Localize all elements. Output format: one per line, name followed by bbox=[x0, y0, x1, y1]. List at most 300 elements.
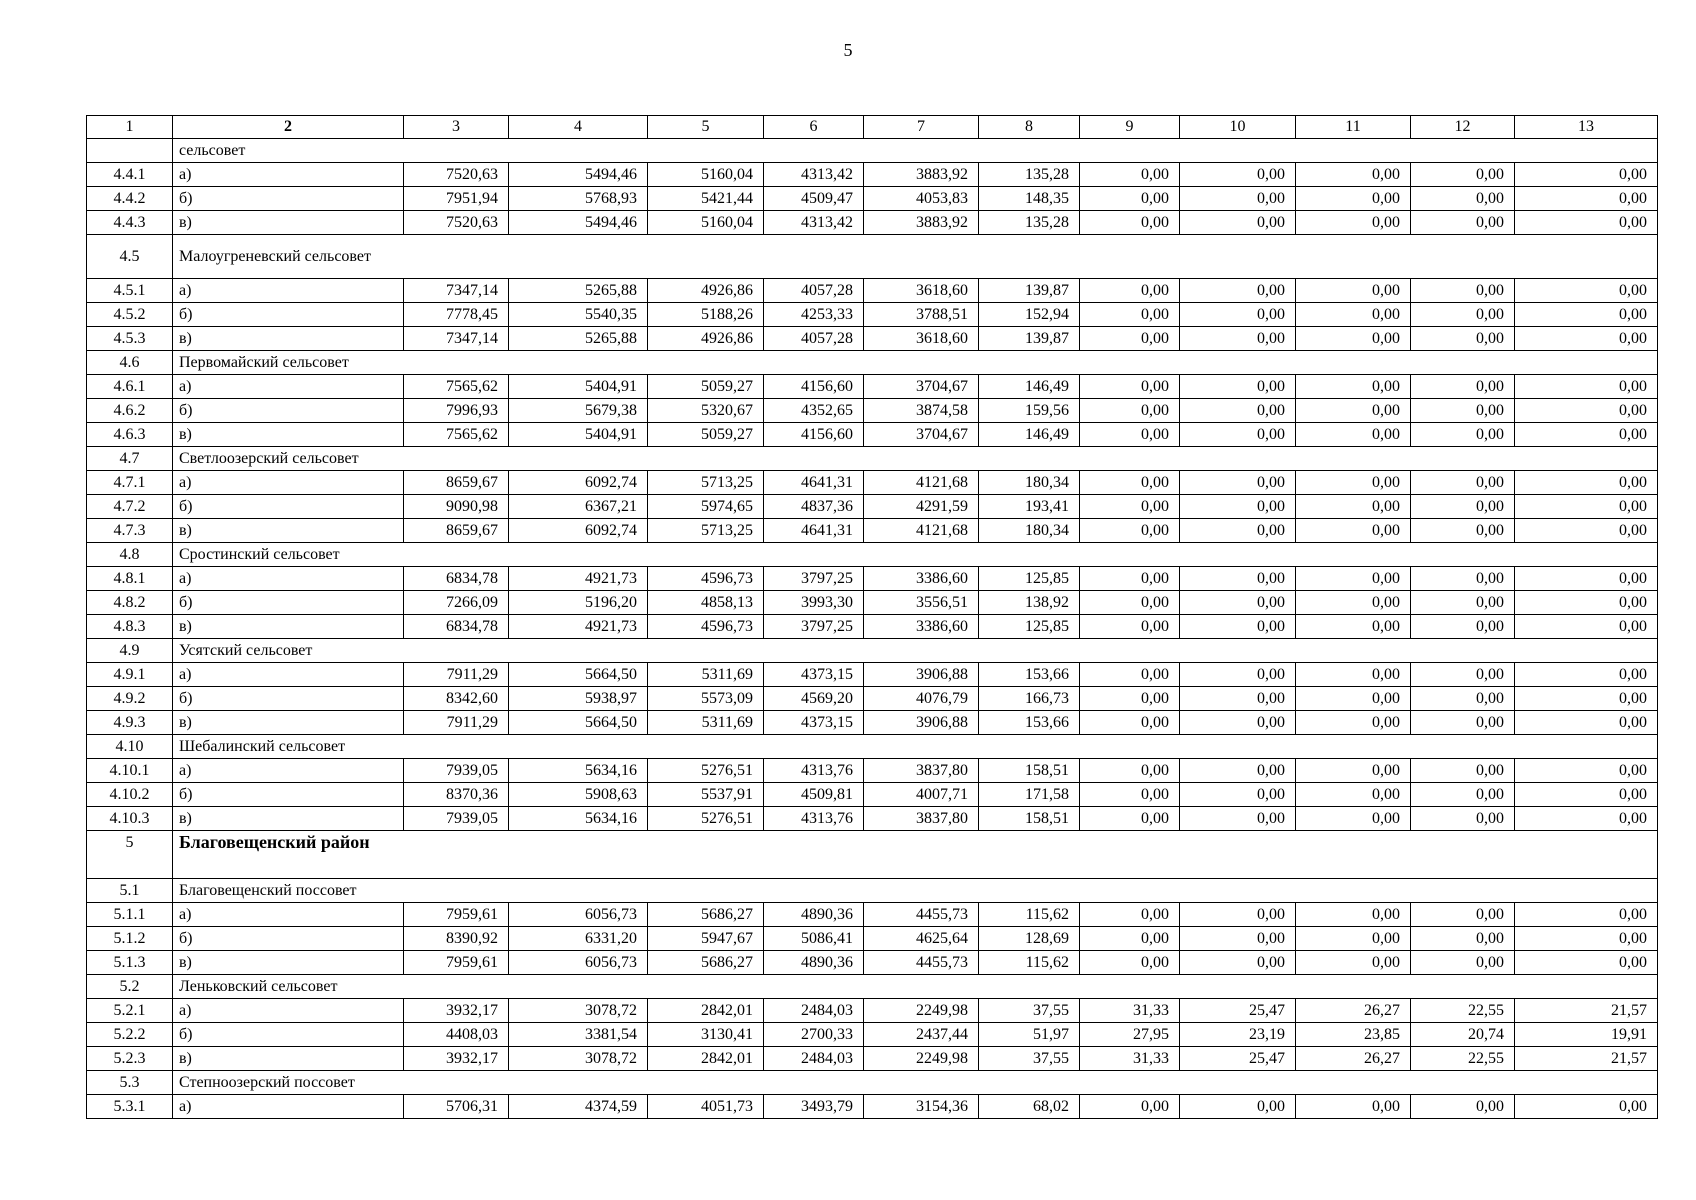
section-code: 5.3 bbox=[87, 1071, 173, 1095]
value-cell: 0,00 bbox=[1180, 687, 1296, 711]
value-cell: 0,00 bbox=[1515, 399, 1658, 423]
empty-span-cell bbox=[404, 139, 1658, 163]
table-row bbox=[87, 303, 1658, 327]
row-label: в) bbox=[173, 711, 404, 735]
value-cell: 5059,27 bbox=[648, 375, 764, 399]
value-cell: 4596,73 bbox=[648, 615, 764, 639]
value-cell: 0,00 bbox=[1515, 615, 1658, 639]
value-cell: 0,00 bbox=[1180, 927, 1296, 951]
row-label: а) bbox=[173, 759, 404, 783]
column-number-cell: 5 bbox=[648, 116, 764, 139]
row-label: б) bbox=[173, 303, 404, 327]
value-cell: 0,00 bbox=[1515, 903, 1658, 927]
column-number-cell: 2 bbox=[173, 116, 404, 139]
value-cell: 5713,25 bbox=[648, 471, 764, 495]
table-row bbox=[87, 279, 1658, 303]
table-row bbox=[87, 375, 1658, 399]
value-cell: 5311,69 bbox=[648, 711, 764, 735]
page-number: 5 bbox=[843, 40, 853, 60]
section-row bbox=[87, 639, 1658, 663]
value-cell: 5664,50 bbox=[509, 663, 648, 687]
table-row bbox=[87, 927, 1658, 951]
value-cell: 0,00 bbox=[1411, 663, 1515, 687]
value-cell: 25,47 bbox=[1180, 1047, 1296, 1071]
value-cell: 27,95 bbox=[1080, 1023, 1180, 1047]
value-cell: 146,49 bbox=[979, 423, 1080, 447]
value-cell: 4921,73 bbox=[509, 567, 648, 591]
section-row bbox=[87, 543, 1658, 567]
value-cell: 4313,76 bbox=[764, 759, 864, 783]
value-cell: 0,00 bbox=[1180, 303, 1296, 327]
row-code: 4.4.2 bbox=[87, 187, 173, 211]
empty-span-cell bbox=[404, 351, 1658, 375]
value-cell: 3078,72 bbox=[509, 999, 648, 1023]
empty-span-cell bbox=[404, 447, 1658, 471]
value-cell: 4596,73 bbox=[648, 567, 764, 591]
value-cell: 0,00 bbox=[1180, 807, 1296, 831]
value-cell: 20,74 bbox=[1411, 1023, 1515, 1047]
value-cell: 0,00 bbox=[1180, 783, 1296, 807]
value-cell: 5573,09 bbox=[648, 687, 764, 711]
value-cell: 0,00 bbox=[1080, 807, 1180, 831]
column-number-cell: 4 bbox=[509, 116, 648, 139]
value-cell: 5686,27 bbox=[648, 903, 764, 927]
value-cell: 5713,25 bbox=[648, 519, 764, 543]
value-cell: 0,00 bbox=[1080, 471, 1180, 495]
row-label: в) bbox=[173, 519, 404, 543]
value-cell: 8659,67 bbox=[404, 471, 509, 495]
value-cell: 0,00 bbox=[1080, 567, 1180, 591]
value-cell: 0,00 bbox=[1515, 303, 1658, 327]
value-cell: 0,00 bbox=[1411, 1095, 1515, 1119]
section-row bbox=[87, 879, 1658, 903]
value-cell: 8370,36 bbox=[404, 783, 509, 807]
value-cell: 0,00 bbox=[1180, 187, 1296, 211]
value-cell: 0,00 bbox=[1411, 163, 1515, 187]
value-cell: 6331,20 bbox=[509, 927, 648, 951]
value-cell: 3932,17 bbox=[404, 1047, 509, 1071]
value-cell: 21,57 bbox=[1515, 999, 1658, 1023]
value-cell: 4076,79 bbox=[864, 687, 979, 711]
row-code: 4.5.1 bbox=[87, 279, 173, 303]
row-code: 5.2.1 bbox=[87, 999, 173, 1023]
row-code: 4.9.1 bbox=[87, 663, 173, 687]
value-cell: 6092,74 bbox=[509, 471, 648, 495]
section-title: Малоугреневский сельсовет bbox=[173, 235, 404, 279]
value-cell: 0,00 bbox=[1180, 211, 1296, 235]
value-cell: 7911,29 bbox=[404, 711, 509, 735]
value-cell: 0,00 bbox=[1296, 519, 1411, 543]
table-row bbox=[87, 591, 1658, 615]
row-label: а) bbox=[173, 279, 404, 303]
value-cell: 0,00 bbox=[1411, 303, 1515, 327]
value-cell: 0,00 bbox=[1080, 615, 1180, 639]
value-cell: 7565,62 bbox=[404, 423, 509, 447]
value-cell: 0,00 bbox=[1180, 1095, 1296, 1119]
value-cell: 4374,59 bbox=[509, 1095, 648, 1119]
value-cell: 0,00 bbox=[1180, 423, 1296, 447]
value-cell: 0,00 bbox=[1411, 903, 1515, 927]
table-row bbox=[87, 615, 1658, 639]
row-code: 5.1.2 bbox=[87, 927, 173, 951]
value-cell: 2484,03 bbox=[764, 1047, 864, 1071]
value-cell: 0,00 bbox=[1296, 783, 1411, 807]
section-title: Усятский сельсовет bbox=[173, 639, 404, 663]
empty-span-cell bbox=[404, 879, 1658, 903]
section-title: Благовещенский поссовет bbox=[173, 879, 404, 903]
value-cell: 5196,20 bbox=[509, 591, 648, 615]
row-code: 4.5.2 bbox=[87, 303, 173, 327]
value-cell: 0,00 bbox=[1515, 1095, 1658, 1119]
row-label: в) bbox=[173, 807, 404, 831]
value-cell: 180,34 bbox=[979, 519, 1080, 543]
section-row bbox=[87, 139, 1658, 163]
value-cell: 7951,94 bbox=[404, 187, 509, 211]
value-cell: 4313,42 bbox=[764, 163, 864, 187]
table-row bbox=[87, 187, 1658, 211]
row-code: 5.3.1 bbox=[87, 1095, 173, 1119]
value-cell: 5494,46 bbox=[509, 163, 648, 187]
value-cell: 4509,47 bbox=[764, 187, 864, 211]
value-cell: 0,00 bbox=[1411, 711, 1515, 735]
table-row bbox=[87, 903, 1658, 927]
value-cell: 0,00 bbox=[1080, 927, 1180, 951]
table-row bbox=[87, 1095, 1658, 1119]
row-label: б) bbox=[173, 591, 404, 615]
value-cell: 4051,73 bbox=[648, 1095, 764, 1119]
value-cell: 5320,67 bbox=[648, 399, 764, 423]
tariff-table bbox=[86, 115, 1658, 1119]
section-code: 4.10 bbox=[87, 735, 173, 759]
value-cell: 0,00 bbox=[1180, 951, 1296, 975]
value-cell: 0,00 bbox=[1180, 759, 1296, 783]
value-cell: 0,00 bbox=[1180, 279, 1296, 303]
value-cell: 4313,76 bbox=[764, 807, 864, 831]
value-cell: 0,00 bbox=[1515, 495, 1658, 519]
value-cell: 5908,63 bbox=[509, 783, 648, 807]
value-cell: 31,33 bbox=[1080, 999, 1180, 1023]
value-cell: 3797,25 bbox=[764, 567, 864, 591]
row-label: а) bbox=[173, 471, 404, 495]
value-cell: 0,00 bbox=[1080, 591, 1180, 615]
value-cell: 5188,26 bbox=[648, 303, 764, 327]
value-cell: 0,00 bbox=[1296, 279, 1411, 303]
value-cell: 4313,42 bbox=[764, 211, 864, 235]
value-cell: 4926,86 bbox=[648, 279, 764, 303]
value-cell: 0,00 bbox=[1515, 591, 1658, 615]
value-cell: 2842,01 bbox=[648, 1047, 764, 1071]
value-cell: 0,00 bbox=[1080, 687, 1180, 711]
value-cell: 7959,61 bbox=[404, 903, 509, 927]
value-cell: 146,49 bbox=[979, 375, 1080, 399]
value-cell: 5059,27 bbox=[648, 423, 764, 447]
value-cell: 0,00 bbox=[1296, 615, 1411, 639]
column-number-cell: 8 bbox=[979, 116, 1080, 139]
value-cell: 51,97 bbox=[979, 1023, 1080, 1047]
row-code: 4.7.3 bbox=[87, 519, 173, 543]
value-cell: 9090,98 bbox=[404, 495, 509, 519]
section-row bbox=[87, 1071, 1658, 1095]
value-cell: 0,00 bbox=[1080, 303, 1180, 327]
value-cell: 19,91 bbox=[1515, 1023, 1658, 1047]
value-cell: 0,00 bbox=[1080, 951, 1180, 975]
column-number-cell: 7 bbox=[864, 116, 979, 139]
value-cell: 148,35 bbox=[979, 187, 1080, 211]
table-row bbox=[87, 807, 1658, 831]
row-label: а) bbox=[173, 999, 404, 1023]
value-cell: 4057,28 bbox=[764, 327, 864, 351]
value-cell: 3386,60 bbox=[864, 567, 979, 591]
section-row bbox=[87, 351, 1658, 375]
value-cell: 4156,60 bbox=[764, 375, 864, 399]
table-row bbox=[87, 471, 1658, 495]
value-cell: 0,00 bbox=[1515, 663, 1658, 687]
value-cell: 0,00 bbox=[1515, 567, 1658, 591]
value-cell: 0,00 bbox=[1411, 495, 1515, 519]
value-cell: 3837,80 bbox=[864, 759, 979, 783]
column-number-cell: 13 bbox=[1515, 116, 1658, 139]
row-label: в) bbox=[173, 211, 404, 235]
row-label: б) bbox=[173, 927, 404, 951]
section-code: 5.2 bbox=[87, 975, 173, 999]
value-cell: 0,00 bbox=[1180, 519, 1296, 543]
section-title: Степноозерский поссовет bbox=[173, 1071, 404, 1095]
table-row bbox=[87, 663, 1658, 687]
value-cell: 0,00 bbox=[1180, 615, 1296, 639]
value-cell: 3906,88 bbox=[864, 711, 979, 735]
value-cell: 3837,80 bbox=[864, 807, 979, 831]
value-cell: 0,00 bbox=[1411, 807, 1515, 831]
value-cell: 21,57 bbox=[1515, 1047, 1658, 1071]
value-cell: 4121,68 bbox=[864, 471, 979, 495]
column-number-row bbox=[87, 116, 1658, 139]
row-label: а) bbox=[173, 1095, 404, 1119]
value-cell: 0,00 bbox=[1080, 711, 1180, 735]
value-cell: 4837,36 bbox=[764, 495, 864, 519]
value-cell: 5404,91 bbox=[509, 375, 648, 399]
row-code: 4.4.3 bbox=[87, 211, 173, 235]
value-cell: 0,00 bbox=[1080, 375, 1180, 399]
row-label: б) bbox=[173, 187, 404, 211]
value-cell: 0,00 bbox=[1180, 567, 1296, 591]
value-cell: 5679,38 bbox=[509, 399, 648, 423]
value-cell: 0,00 bbox=[1411, 783, 1515, 807]
value-cell: 5160,04 bbox=[648, 211, 764, 235]
value-cell: 7565,62 bbox=[404, 375, 509, 399]
row-label: а) bbox=[173, 375, 404, 399]
value-cell: 3618,60 bbox=[864, 327, 979, 351]
value-cell: 171,58 bbox=[979, 783, 1080, 807]
row-label: б) bbox=[173, 495, 404, 519]
value-cell: 0,00 bbox=[1080, 399, 1180, 423]
value-cell: 2484,03 bbox=[764, 999, 864, 1023]
value-cell: 0,00 bbox=[1411, 759, 1515, 783]
section-row bbox=[87, 235, 1658, 279]
table-row bbox=[87, 567, 1658, 591]
row-code: 4.8.2 bbox=[87, 591, 173, 615]
value-cell: 0,00 bbox=[1515, 783, 1658, 807]
empty-span-cell bbox=[404, 735, 1658, 759]
row-code: 4.5.3 bbox=[87, 327, 173, 351]
row-code: 4.9.2 bbox=[87, 687, 173, 711]
value-cell: 3556,51 bbox=[864, 591, 979, 615]
section-code: 5 bbox=[87, 831, 173, 879]
value-cell: 22,55 bbox=[1411, 1047, 1515, 1071]
value-cell: 0,00 bbox=[1180, 375, 1296, 399]
value-cell: 3874,58 bbox=[864, 399, 979, 423]
value-cell: 139,87 bbox=[979, 327, 1080, 351]
value-cell: 5421,44 bbox=[648, 187, 764, 211]
value-cell: 4057,28 bbox=[764, 279, 864, 303]
value-cell: 22,55 bbox=[1411, 999, 1515, 1023]
value-cell: 3493,79 bbox=[764, 1095, 864, 1119]
empty-span-cell bbox=[404, 639, 1658, 663]
value-cell: 6834,78 bbox=[404, 567, 509, 591]
value-cell: 0,00 bbox=[1515, 759, 1658, 783]
value-cell: 152,94 bbox=[979, 303, 1080, 327]
value-cell: 3906,88 bbox=[864, 663, 979, 687]
row-code: 4.9.3 bbox=[87, 711, 173, 735]
value-cell: 0,00 bbox=[1411, 519, 1515, 543]
table-row bbox=[87, 163, 1658, 187]
value-cell: 0,00 bbox=[1411, 951, 1515, 975]
value-cell: 0,00 bbox=[1080, 783, 1180, 807]
value-cell: 0,00 bbox=[1180, 711, 1296, 735]
row-label: б) bbox=[173, 687, 404, 711]
value-cell: 37,55 bbox=[979, 1047, 1080, 1071]
district-title: Благовещенский район bbox=[173, 831, 404, 879]
row-label: а) bbox=[173, 663, 404, 687]
section-title: Светлоозерский сельсовет bbox=[173, 447, 404, 471]
value-cell: 7266,09 bbox=[404, 591, 509, 615]
section-code: 4.9 bbox=[87, 639, 173, 663]
section-code: 4.5 bbox=[87, 235, 173, 279]
value-cell: 0,00 bbox=[1515, 187, 1658, 211]
value-cell: 3381,54 bbox=[509, 1023, 648, 1047]
row-label: а) bbox=[173, 567, 404, 591]
value-cell: 3078,72 bbox=[509, 1047, 648, 1071]
value-cell: 0,00 bbox=[1080, 187, 1180, 211]
value-cell: 6056,73 bbox=[509, 903, 648, 927]
value-cell: 0,00 bbox=[1080, 1095, 1180, 1119]
value-cell: 4121,68 bbox=[864, 519, 979, 543]
row-code: 4.7.1 bbox=[87, 471, 173, 495]
column-number-cell: 9 bbox=[1080, 116, 1180, 139]
value-cell: 7959,61 bbox=[404, 951, 509, 975]
value-cell: 4291,59 bbox=[864, 495, 979, 519]
value-cell: 3788,51 bbox=[864, 303, 979, 327]
value-cell: 4890,36 bbox=[764, 903, 864, 927]
value-cell: 193,41 bbox=[979, 495, 1080, 519]
value-cell: 0,00 bbox=[1296, 375, 1411, 399]
value-cell: 4373,15 bbox=[764, 711, 864, 735]
value-cell: 166,73 bbox=[979, 687, 1080, 711]
value-cell: 4641,31 bbox=[764, 471, 864, 495]
row-label: б) bbox=[173, 399, 404, 423]
row-label: в) bbox=[173, 423, 404, 447]
value-cell: 8390,92 bbox=[404, 927, 509, 951]
value-cell: 5974,65 bbox=[648, 495, 764, 519]
value-cell: 0,00 bbox=[1080, 663, 1180, 687]
value-cell: 2249,98 bbox=[864, 1047, 979, 1071]
value-cell: 0,00 bbox=[1296, 903, 1411, 927]
value-cell: 5537,91 bbox=[648, 783, 764, 807]
value-cell: 3618,60 bbox=[864, 279, 979, 303]
value-cell: 3130,41 bbox=[648, 1023, 764, 1047]
row-code: 4.7.2 bbox=[87, 495, 173, 519]
value-cell: 0,00 bbox=[1180, 471, 1296, 495]
value-cell: 3704,67 bbox=[864, 423, 979, 447]
value-cell: 0,00 bbox=[1411, 591, 1515, 615]
row-label: б) bbox=[173, 1023, 404, 1047]
value-cell: 2249,98 bbox=[864, 999, 979, 1023]
value-cell: 0,00 bbox=[1515, 927, 1658, 951]
value-cell: 4641,31 bbox=[764, 519, 864, 543]
column-number-cell: 1 bbox=[87, 116, 173, 139]
value-cell: 0,00 bbox=[1296, 327, 1411, 351]
value-cell: 4569,20 bbox=[764, 687, 864, 711]
value-cell: 5706,31 bbox=[404, 1095, 509, 1119]
value-cell: 7778,45 bbox=[404, 303, 509, 327]
value-cell: 0,00 bbox=[1296, 711, 1411, 735]
value-cell: 153,66 bbox=[979, 663, 1080, 687]
value-cell: 128,69 bbox=[979, 927, 1080, 951]
value-cell: 4625,64 bbox=[864, 927, 979, 951]
value-cell: 0,00 bbox=[1080, 279, 1180, 303]
value-cell: 0,00 bbox=[1296, 495, 1411, 519]
row-code: 4.8.1 bbox=[87, 567, 173, 591]
value-cell: 68,02 bbox=[979, 1095, 1080, 1119]
section-title: Сростинский сельсовет bbox=[173, 543, 404, 567]
row-code: 4.6.1 bbox=[87, 375, 173, 399]
column-number-cell: 6 bbox=[764, 116, 864, 139]
value-cell: 5768,93 bbox=[509, 187, 648, 211]
table-row bbox=[87, 1047, 1658, 1071]
value-cell: 3704,67 bbox=[864, 375, 979, 399]
value-cell: 0,00 bbox=[1515, 163, 1658, 187]
table-row bbox=[87, 519, 1658, 543]
value-cell: 5494,46 bbox=[509, 211, 648, 235]
value-cell: 5276,51 bbox=[648, 759, 764, 783]
table-row bbox=[87, 495, 1658, 519]
value-cell: 115,62 bbox=[979, 903, 1080, 927]
value-cell: 158,51 bbox=[979, 807, 1080, 831]
value-cell: 0,00 bbox=[1515, 327, 1658, 351]
value-cell: 6092,74 bbox=[509, 519, 648, 543]
value-cell: 4890,36 bbox=[764, 951, 864, 975]
column-number-cell: 12 bbox=[1411, 116, 1515, 139]
value-cell: 0,00 bbox=[1180, 163, 1296, 187]
row-code: 4.10.1 bbox=[87, 759, 173, 783]
value-cell: 7347,14 bbox=[404, 279, 509, 303]
value-cell: 23,85 bbox=[1296, 1023, 1411, 1047]
column-number-cell: 3 bbox=[404, 116, 509, 139]
row-label: в) bbox=[173, 327, 404, 351]
table-row bbox=[87, 759, 1658, 783]
value-cell: 0,00 bbox=[1080, 903, 1180, 927]
value-cell: 5265,88 bbox=[509, 327, 648, 351]
row-label: б) bbox=[173, 783, 404, 807]
value-cell: 23,19 bbox=[1180, 1023, 1296, 1047]
value-cell: 5276,51 bbox=[648, 807, 764, 831]
value-cell: 0,00 bbox=[1515, 423, 1658, 447]
row-label: а) bbox=[173, 163, 404, 187]
row-label: в) bbox=[173, 951, 404, 975]
value-cell: 0,00 bbox=[1515, 279, 1658, 303]
value-cell: 4858,13 bbox=[648, 591, 764, 615]
value-cell: 25,47 bbox=[1180, 999, 1296, 1023]
value-cell: 26,27 bbox=[1296, 999, 1411, 1023]
